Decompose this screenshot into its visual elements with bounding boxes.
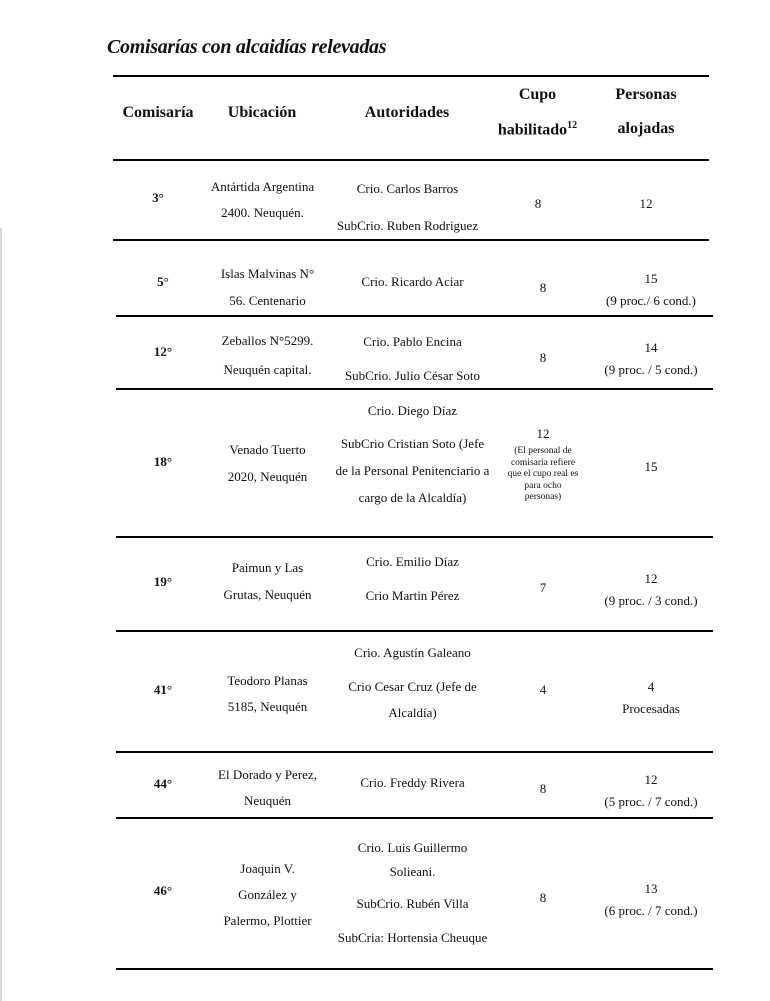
row-41-autoridades: Crio. Agustín Galeano Crio Cesar Cruz (Jefe de Alcaldía) — [348, 645, 477, 720]
row-19-autoridades: Crio. Emilio Díaz Crio Martin Pérez — [365, 554, 460, 603]
row-19-personas: 12 (9 proc. / 3 cond.) — [604, 571, 698, 608]
footnote-marker: 12 — [567, 120, 578, 131]
row-12-personas: 14 (9 proc. / 5 cond.) — [604, 340, 698, 377]
row-46-personas: 13 (6 proc. / 7 cond.) — [604, 881, 698, 918]
row-rule — [116, 536, 713, 538]
page-edge — [0, 228, 2, 1001]
header-cupo-line2: habilitado — [497, 121, 568, 139]
header-personas — [596, 86, 696, 138]
row-3-autoridades: Crio. Carlos Barros SubCrio. Ruben Rodriguez — [336, 181, 479, 233]
row-3-ubicacion: Antártida Argentina 2400. Neuquén. — [210, 179, 315, 220]
row-18-personas: 15 — [644, 459, 658, 474]
header-cupo-line1: Cupo — [518, 86, 557, 103]
row-41-comisaria: 41° — [153, 682, 173, 697]
row-3-personas: 12 — [639, 196, 653, 211]
row-rule — [116, 751, 713, 753]
row-41-ubicacion: Teodoro Planas 5185, Neuquén — [227, 673, 308, 714]
header-ubicacion: Ubicación — [227, 104, 297, 121]
row-rule — [116, 315, 713, 317]
row-19-comisaria: 19° — [153, 574, 173, 589]
page-title: Comisarías con alcaidías relevadas — [107, 36, 387, 58]
row-44-cupo: 8 — [539, 781, 547, 796]
row-12-autoridades: Crio. Pablo Encina SubCrio. Julio César Soto — [344, 334, 481, 383]
header-bottom-rule — [113, 159, 709, 161]
table-bottom-rule — [116, 968, 713, 970]
row-3-cupo: 8 — [534, 196, 542, 211]
row-44-comisaria: 44° — [153, 776, 173, 791]
row-5-comisaria: 5° — [157, 274, 169, 289]
row-46-cupo: 8 — [539, 890, 547, 905]
header-cupo — [485, 86, 590, 139]
row-18-cupo-note: (El personal de comisaría refiere que el cupo real es para ocho personas) — [507, 446, 579, 502]
row-5-autoridades: Crio. Ricardo Aciar — [361, 274, 464, 289]
header-personas-line1: Personas — [615, 86, 677, 103]
row-12-ubicacion: Zeballos N°5299. Neuquén capital. — [221, 333, 314, 377]
row-18-ubicacion: Venado Tuerto 2020, Neuquén — [227, 442, 308, 484]
row-3-comisaria: 3° — [152, 190, 164, 205]
header-autoridades: Autoridades — [364, 104, 450, 121]
header-personas-line2: alojadas — [617, 120, 675, 137]
row-12-cupo: 8 — [539, 350, 547, 365]
row-19-cupo: 7 — [539, 580, 547, 595]
row-46-autoridades: Crio. Luis Guillermo Solieani. SubCrio. Rubén Villa SubCria: Hortensia Cheuque — [337, 840, 488, 945]
row-41-cupo: 4 — [539, 682, 547, 697]
row-rule — [116, 817, 713, 819]
row-46-comisaria: 46° — [153, 883, 173, 898]
row-12-comisaria: 12° — [153, 344, 173, 359]
row-5-personas: 15 (9 proc./ 6 cond.) — [606, 271, 696, 308]
row-5-ubicacion: Islas Malvinas N° 56. Centenario — [220, 266, 315, 308]
row-18-autoridades: Crio. Diego Díaz SubCrio Cristian Soto (Jefe de la Personal Penitenciario a cargo de la Alcaldía) — [335, 403, 490, 505]
row-19-ubicacion: Paimun y Las Grutas, Neuquén — [223, 560, 312, 602]
row-18-comisaria: 18° — [153, 454, 173, 469]
row-44-personas: 12 (5 proc. / 7 cond.) — [604, 772, 698, 809]
row-41-personas: 4 Procesadas — [622, 679, 680, 716]
header-comisaria: Comisaría — [122, 104, 194, 121]
row-5-cupo: 8 — [539, 280, 547, 295]
row-44-autoridades: Crio. Freddy Rivera — [360, 775, 465, 790]
row-46-ubicacion: Joaquin V. González y Palermo, Plottier — [223, 861, 312, 928]
table-top-rule — [113, 75, 709, 77]
row-44-ubicacion: El Dorado y Perez, Neuquén — [218, 767, 317, 808]
row-18-cupo: 12 (El personal de comisaría refiere que el cupo real es para ocho personas) — [497, 425, 589, 504]
row-rule — [116, 630, 713, 632]
